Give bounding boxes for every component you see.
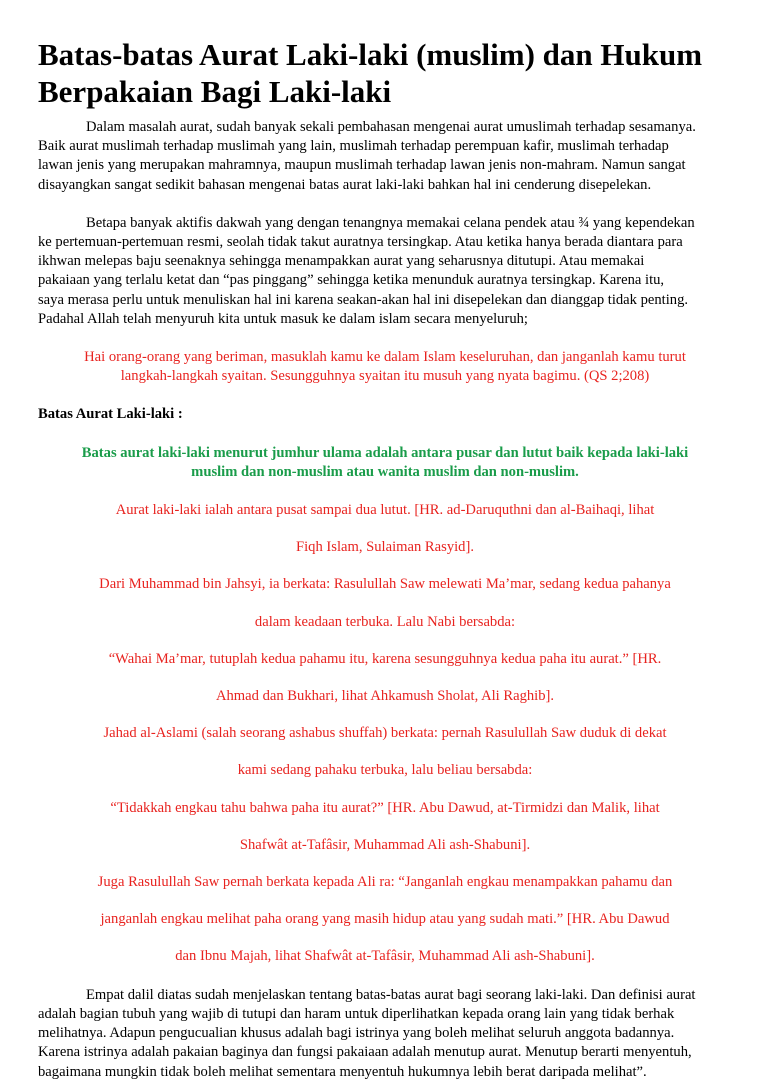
hadith-5-line-1: “Tidakkah engkau tahu bahwa paha itu aurat?” [HR. Abu Dawud, at-Tirmidzi dan Malik, lihat [110,799,660,816]
title-line-1: Batas-batas Aurat Laki-laki (muslim) dan Hukum [38,37,703,72]
title-line-2: Berpakaian Bagi Laki-laki [38,74,392,109]
paragraph-activists: Betapa banyak aktifis dakwah yang dengan tenangnya memakai celana pendek atau ¾ yang kependekan ke pertemuan-pertemuan resmi, seolah tidak takut auratnya tersingkap. Atau ketika hanya berada diantara para ikhwan melepas baju seenaknya sehingga menampakkan aurat yang seharusnya ditutupi. Atau memakai pakaiaan yang terlalu ketat dan “pas pinggang” sehingga ketika menunduk auratnya tersingkap. Karena itu, saya merasa perlu untuk menuliskan hal ini karena seakan-akan hal ini disepelekan dan dianggap tidak penting. Padahal Allah telah menyuruh kita untuk masuk ke dalam islam secara menyeluruh; [38,214,695,327]
hadith-4-line-2: kami sedang pahaku terbuka, lalu beliau bersabda: [237,762,533,779]
hadith-6-line-3: dan Ibnu Majah, lihat Shafwât at-Tafâsir, Muhammad Ali ash-Shabuni]. [175,948,595,965]
paragraph-intro: Dalam masalah aurat, sudah banyak sekali pembahasan mengenai aurat umuslimah terhadap sesamanya. Baik aurat muslimah terhadap muslimah yang lain, muslimah terhadap perempuan kafir, muslimah terhadap lawan jenis yang merupakan mahramnya, maupun muslimah terhadap lawan jenis non-mahram. Namun sangat disayangkan sangat sedikit bahasan mengenai batas aurat laki-laki bahkan hal ini cenderung disepelekan. [38,119,696,193]
hadith-5-line-2: Shafwât at-Tafâsir, Muhammad Ali ash-Shabuni]. [239,836,531,853]
hadith-3-line-1: “Wahai Ma’mar, tutuplah kedua pahamu itu, karena sesungguhnya kedua paha itu aurat.” [HR. [108,650,662,667]
hadith-2-line-1: Dari Muhammad bin Jahsyi, ia berkata: Rasulullah Saw melewati Ma’mar, sedang kedua pahanya [99,576,671,593]
hadith-3-line-2: Ahmad dan Bukhari, lihat Ahkamush Sholat, Ali Raghib]. [215,688,555,705]
page-title [38,36,732,110]
hadith-4-line-1: Jahad al-Aslami (salah seorang ashabus shuffah) berkata: pernah Rasulullah Saw duduk di dekat [103,725,667,742]
paragraph-conclusion: Empat dalil diatas sudah menjelaskan tentang batas-batas aurat bagi seorang laki-laki. Dan definisi aurat adalah bagian tubuh yang wajib di tutupi dan haram untuk diperlihatkan kepada orang lain yang tidak berhak melihatnya. Adapun pengucualian khusus adalah bagi istrinya yang boleh melihat seluruh anggota badannya. Karena istrinya adalah pakaian baginya dan fungsi pakaiaan adalah menutup aurat. Menutup berarti menyentuh, bagaimana mungkin tidak boleh melihat sementara menyentuh hukumnya lebih berat daripada melihat”. [38,986,696,1080]
hadith-2-line-2: dalam keadaan terbuka. Lalu Nabi bersabda: [254,613,516,630]
hadith-list [38,501,732,967]
hadith-6-line-1: Juga Rasulullah Saw pernah berkata kepada Ali ra: “Janganlah engkau menampakkan pahamu dan [97,874,673,891]
quran-quote: Hai orang-orang yang beriman, masuklah kamu ke dalam Islam keseluruhan, dan janganlah kamu turut langkah-langkah syaitan. Sesungguhnya syaitan itu musuh yang nyata bagimu. (QS 2;208) [84,349,686,385]
hadith-1-line-2: Fiqh Islam, Sulaiman Rasyid]. [296,539,474,556]
hadith-1-line-1: Aurat laki-laki ialah antara pusat sampai dua lutut. [HR. ad-Daruquthni dan al-Baihaqi, lihat [115,502,655,519]
hadith-6-line-2: janganlah engkau melihat paha orang yang masih hidup atau yang sudah mati.” [HR. Abu Dawud [100,911,670,928]
jumhur-statement: Batas aurat laki-laki menurut jumhur ulama adalah antara pusar dan lutut baik kepada laki-laki muslim dan non-muslim atau wanita muslim dan non-muslim. [81,444,689,480]
section-heading: Batas Aurat Laki-laki : [38,406,183,423]
